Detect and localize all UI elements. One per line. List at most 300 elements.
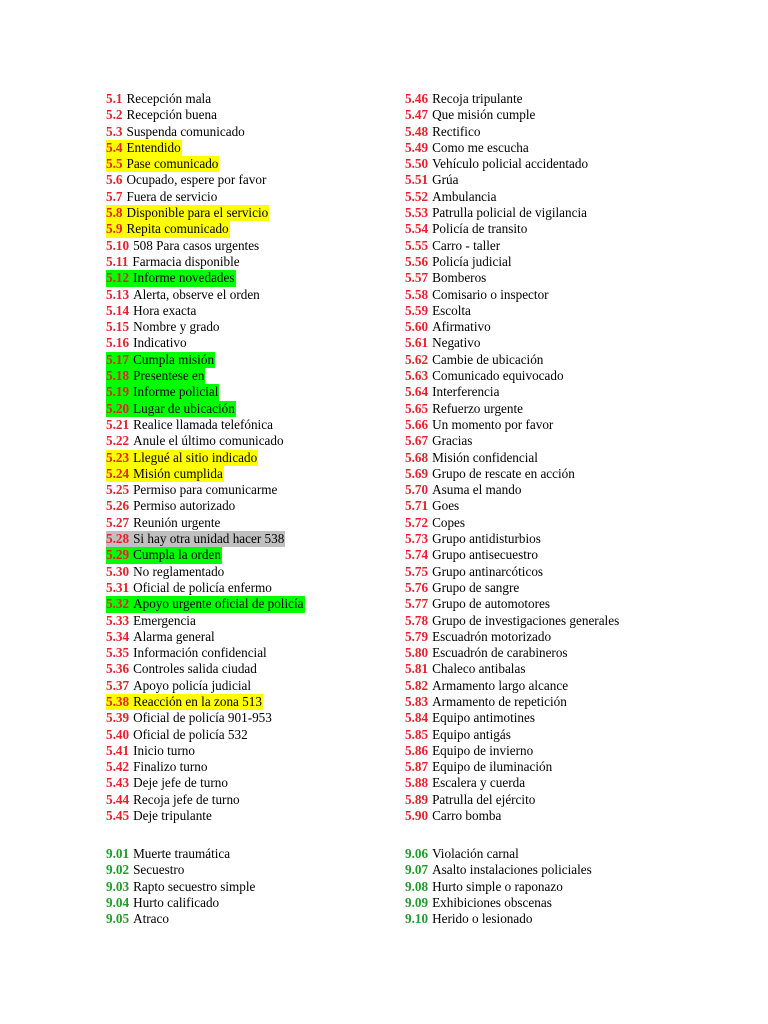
code-number: 9.09 — [405, 894, 429, 910]
code-row — [106, 661, 305, 677]
code-meaning: Informe policial — [133, 384, 219, 400]
code-number: 9.07 — [405, 862, 429, 878]
code-row — [106, 879, 256, 895]
code-row — [106, 629, 305, 645]
code-number: 5.10 — [106, 237, 130, 253]
code-meaning: Recoja tripulante — [432, 91, 523, 106]
code-entry — [405, 368, 565, 384]
code-number: 5.47 — [405, 107, 429, 123]
code-meaning: Equipo antigás — [432, 726, 511, 742]
code-row — [405, 808, 620, 824]
code-row — [106, 287, 305, 303]
code-number: 5.39 — [106, 710, 130, 726]
code-row — [405, 450, 620, 466]
code-entry — [405, 433, 473, 449]
code-meaning: Apoyo urgente oficial de policía — [133, 596, 304, 612]
code-meaning: Alerta, observe el orden — [133, 286, 260, 302]
code-row — [405, 596, 620, 612]
code-meaning: Lugar de ubicación — [133, 400, 235, 416]
code-number: 5.90 — [405, 808, 429, 824]
code-row — [405, 335, 620, 351]
code-row — [106, 911, 256, 927]
code-entry — [106, 613, 197, 629]
code-number: 5.32 — [106, 596, 130, 612]
code-meaning: Como me escucha — [432, 139, 529, 155]
highlight-yellow — [106, 466, 224, 482]
code-entry — [106, 727, 249, 743]
code-number: 5.30 — [106, 563, 130, 579]
code-meaning: Cumpla la orden — [133, 547, 221, 563]
code-number: 5.23 — [106, 449, 130, 465]
code-meaning: Repita comunicado — [126, 221, 229, 237]
code-row — [405, 270, 620, 286]
code-meaning: Cumpla misión — [133, 351, 215, 367]
code-meaning: Permiso autorizado — [133, 498, 236, 514]
code-number: 5.22 — [106, 433, 130, 449]
code-entry — [106, 124, 246, 140]
code-meaning: Grupo de sangre — [432, 579, 520, 595]
code-meaning: Equipo de invierno — [432, 742, 534, 758]
code-number: 5.42 — [106, 759, 130, 775]
code-number: 5.68 — [405, 449, 429, 465]
code-entry — [106, 661, 258, 677]
code-meaning: Carro bomba — [432, 808, 502, 824]
code-meaning: No reglamentado — [133, 563, 225, 579]
code-row — [106, 694, 305, 710]
code-meaning: Farmacia disponible — [132, 253, 240, 269]
code-number: 5.37 — [106, 677, 130, 693]
code-row — [405, 303, 620, 319]
code-number: 5.4 — [106, 139, 123, 155]
code-row — [405, 564, 620, 580]
code-row — [405, 221, 620, 237]
code-row — [106, 759, 305, 775]
code-row — [106, 895, 256, 911]
code-meaning: Patrulla policial de vigilancia — [432, 205, 587, 221]
highlight-yellow — [106, 205, 269, 221]
code-row — [405, 862, 593, 878]
code-row — [405, 172, 620, 188]
code-row — [106, 727, 305, 743]
code-meaning: Asuma el mando — [432, 482, 522, 498]
code-row — [405, 661, 620, 677]
code-number: 5.55 — [405, 237, 429, 253]
code-entry — [405, 743, 534, 759]
code-number: 5.54 — [405, 221, 429, 237]
code-meaning: Oficial de policía 532 — [133, 726, 248, 742]
code-meaning: Atraco — [133, 911, 169, 927]
code-entry — [405, 547, 539, 563]
code-row — [405, 792, 620, 808]
code-number: 9.10 — [405, 911, 429, 927]
code-row — [405, 384, 620, 400]
code-number: 5.27 — [106, 514, 130, 530]
code-entry — [106, 91, 212, 107]
code-row — [106, 515, 305, 531]
code-entry — [106, 775, 229, 791]
highlight-green — [106, 547, 222, 563]
code-entry — [106, 911, 170, 927]
code-row — [106, 466, 305, 482]
code-number: 9.03 — [106, 878, 130, 894]
codes-9-list-left — [106, 846, 256, 927]
code-meaning: Grupo antidisturbios — [432, 531, 541, 547]
code-entry — [405, 580, 520, 596]
code-number: 5.24 — [106, 465, 130, 481]
code-number: 5.85 — [405, 726, 429, 742]
code-meaning: Controles salida ciudad — [133, 661, 257, 677]
code-entry — [405, 417, 554, 433]
code-row — [405, 466, 620, 482]
code-row — [106, 368, 305, 384]
code-number: 5.63 — [405, 368, 429, 384]
code-number: 5.62 — [405, 351, 429, 367]
code-meaning: Entendido — [126, 139, 181, 155]
code-row — [106, 808, 305, 824]
code-number: 5.2 — [106, 107, 123, 123]
code-meaning: Muerte traumática — [133, 846, 231, 861]
code-number: 9.02 — [106, 862, 130, 878]
code-row — [106, 846, 256, 862]
code-row — [405, 515, 620, 531]
code-row — [106, 531, 305, 547]
code-entry — [106, 287, 261, 303]
code-row — [405, 531, 620, 547]
code-meaning: Recepción mala — [126, 91, 212, 106]
code-row — [405, 287, 620, 303]
code-row — [106, 189, 305, 205]
code-number: 9.01 — [106, 846, 130, 861]
code-number: 5.29 — [106, 547, 130, 563]
code-entry — [106, 335, 188, 351]
code-row — [106, 596, 305, 612]
code-meaning: Rectifico — [432, 123, 481, 139]
code-row — [106, 645, 305, 661]
code-row — [106, 319, 305, 335]
code-row — [106, 710, 305, 726]
code-entry — [405, 629, 552, 645]
code-number: 5.45 — [106, 808, 130, 824]
code-entry — [106, 645, 268, 661]
code-number: 5.6 — [106, 172, 123, 188]
code-number: 5.12 — [106, 270, 130, 286]
code-meaning: Fuera de servicio — [126, 188, 218, 204]
code-meaning: Grupo de investigaciones generales — [432, 612, 620, 628]
code-entry — [405, 846, 520, 862]
code-entry — [106, 792, 241, 808]
code-entry — [405, 911, 533, 927]
code-row — [405, 156, 620, 172]
code-entry — [405, 710, 536, 726]
code-meaning: Comunicado equivocado — [432, 368, 564, 384]
codes-9-list-right — [405, 846, 593, 927]
code-number: 5.53 — [405, 205, 429, 221]
code-entry — [405, 895, 553, 911]
code-number: 5.49 — [405, 139, 429, 155]
code-number: 5.11 — [106, 253, 129, 269]
code-meaning: Suspenda comunicado — [126, 123, 245, 139]
code-row — [106, 221, 305, 237]
code-row — [106, 792, 305, 808]
code-row — [106, 91, 305, 107]
code-row — [106, 254, 305, 270]
code-meaning: Inicio turno — [133, 742, 195, 758]
code-number: 5.59 — [405, 302, 429, 318]
code-entry — [405, 613, 620, 629]
code-entry — [405, 862, 593, 878]
code-meaning: Armamento largo alcance — [432, 677, 569, 693]
code-number: 5.26 — [106, 498, 130, 514]
highlight-green — [106, 384, 219, 400]
code-number: 5.34 — [106, 628, 130, 644]
code-row — [106, 433, 305, 449]
code-meaning: Bomberos — [432, 270, 487, 286]
code-meaning: Emergencia — [133, 612, 196, 628]
code-meaning: Negativo — [432, 335, 481, 351]
code-meaning: Armamento de repetición — [432, 693, 567, 709]
code-meaning: Reunión urgente — [133, 514, 221, 530]
code-meaning: Misión confidencial — [432, 449, 538, 465]
code-number: 5.87 — [405, 759, 429, 775]
code-meaning: Pase comunicado — [126, 156, 219, 172]
code-meaning: Alarma general — [133, 628, 215, 644]
code-number: 5.78 — [405, 612, 429, 628]
code-entry — [106, 254, 241, 270]
code-entry — [405, 661, 526, 677]
code-row — [405, 727, 620, 743]
code-meaning: Realice llamada telefónica — [133, 416, 273, 432]
code-meaning: Exhibiciones obscenas — [432, 894, 552, 910]
code-entry — [405, 124, 481, 140]
code-meaning: Ocupado, espere por favor — [126, 172, 267, 188]
code-number: 5.84 — [405, 710, 429, 726]
code-row — [405, 911, 593, 927]
code-entry — [106, 895, 220, 911]
code-entry — [405, 564, 544, 580]
code-row — [106, 417, 305, 433]
code-number: 5.28 — [106, 531, 130, 547]
code-meaning: Policía judicial — [432, 253, 512, 269]
code-meaning: Finalizo turno — [133, 759, 208, 775]
code-meaning: Nombre y grado — [133, 319, 220, 335]
code-number: 5.61 — [405, 335, 429, 351]
code-row — [106, 172, 305, 188]
code-row — [106, 564, 305, 580]
code-meaning: Un momento por favor — [432, 416, 554, 432]
code-meaning: Goes — [432, 498, 460, 514]
code-entry — [405, 879, 564, 895]
code-meaning: Indicativo — [133, 335, 187, 351]
code-entry — [405, 645, 569, 661]
code-entry — [106, 759, 208, 775]
code-entry — [405, 775, 526, 791]
code-meaning: Violación carnal — [432, 846, 519, 861]
code-number: 5.66 — [405, 416, 429, 432]
highlight-green — [106, 401, 236, 417]
code-number: 5.52 — [405, 188, 429, 204]
code-entry — [106, 678, 252, 694]
code-number: 5.82 — [405, 677, 429, 693]
code-row — [405, 613, 620, 629]
code-number: 5.35 — [106, 645, 130, 661]
code-meaning: Llegué al sitio indicado — [133, 449, 258, 465]
code-meaning: Vehículo policial accidentado — [432, 156, 589, 172]
code-meaning: Apoyo policía judicial — [133, 677, 252, 693]
code-number: 5.46 — [405, 91, 429, 106]
code-number: 5.44 — [106, 791, 130, 807]
code-meaning: Rapto secuestro simple — [133, 878, 256, 894]
code-number: 5.83 — [405, 693, 429, 709]
code-row — [405, 895, 593, 911]
code-entry — [106, 189, 218, 205]
code-entry — [106, 433, 285, 449]
code-number: 5.76 — [405, 579, 429, 595]
code-number: 5.80 — [405, 645, 429, 661]
code-entry — [405, 384, 500, 400]
code-entry — [106, 303, 197, 319]
code-row — [405, 417, 620, 433]
code-entry — [405, 107, 536, 123]
code-meaning: Hurto calificado — [133, 894, 220, 910]
code-meaning: Grupo de rescate en acción — [432, 465, 575, 481]
highlight-yellow — [106, 140, 182, 156]
code-entry — [405, 678, 569, 694]
code-meaning: Información confidencial — [133, 645, 267, 661]
code-entry — [405, 156, 589, 172]
code-entry — [405, 303, 472, 319]
code-entry — [405, 482, 522, 498]
code-row — [106, 384, 305, 400]
highlight-gray — [106, 531, 285, 547]
code-meaning: Patrulla del ejército — [432, 791, 536, 807]
highlight-green — [106, 352, 215, 368]
code-meaning: Recepción buena — [126, 107, 217, 123]
code-entry — [106, 515, 221, 531]
code-number: 5.71 — [405, 498, 429, 514]
code-entry — [405, 319, 492, 335]
code-meaning: Herido o lesionado — [432, 911, 533, 927]
code-meaning: Escuadrón motorizado — [432, 628, 552, 644]
code-meaning: Carro - taller — [432, 237, 501, 253]
code-row — [106, 401, 305, 417]
code-entry — [106, 319, 221, 335]
code-meaning: Misión cumplida — [133, 465, 223, 481]
code-number: 5.86 — [405, 742, 429, 758]
code-entry — [405, 808, 502, 824]
code-entry — [405, 759, 553, 775]
code-number: 5.74 — [405, 547, 429, 563]
code-meaning: Equipo antimotines — [432, 710, 536, 726]
code-row — [106, 238, 305, 254]
highlight-yellow — [106, 450, 258, 466]
code-row — [106, 743, 305, 759]
code-entry — [405, 335, 481, 351]
code-number: 5.9 — [106, 221, 123, 237]
code-row — [106, 140, 305, 156]
code-number: 5.75 — [405, 563, 429, 579]
code-row — [405, 238, 620, 254]
code-meaning: Oficial de policía enfermo — [133, 579, 272, 595]
code-entry — [405, 270, 487, 286]
code-row — [405, 879, 593, 895]
code-entry — [106, 564, 225, 580]
highlight-yellow — [106, 156, 219, 172]
code-entry — [405, 254, 513, 270]
code-number: 5.77 — [405, 596, 429, 612]
code-entry — [106, 862, 185, 878]
highlight-green — [106, 368, 205, 384]
code-row — [405, 254, 620, 270]
code-number: 5.79 — [405, 628, 429, 644]
code-meaning: Policía de transito — [432, 221, 528, 237]
code-number: 9.06 — [405, 846, 429, 861]
code-meaning: Informe novedades — [133, 270, 235, 286]
code-meaning: Interferencia — [432, 384, 500, 400]
code-meaning: Reacción en la zona 513 — [133, 693, 262, 709]
code-number: 5.50 — [405, 156, 429, 172]
code-row — [106, 678, 305, 694]
code-row — [405, 743, 620, 759]
code-meaning: Hora exacta — [133, 302, 197, 318]
code-row — [106, 270, 305, 286]
code-row — [405, 775, 620, 791]
code-meaning: Grupo antinarcóticos — [432, 563, 544, 579]
code-row — [405, 846, 593, 862]
code-number: 5.31 — [106, 579, 130, 595]
code-meaning: Secuestro — [133, 862, 185, 878]
code-meaning: Si hay otra unidad hacer 538 — [133, 531, 285, 547]
code-number: 5.17 — [106, 351, 130, 367]
code-row — [405, 91, 620, 107]
code-row — [106, 498, 305, 514]
code-meaning: Deje jefe de turno — [133, 775, 228, 791]
code-row — [405, 645, 620, 661]
code-number: 5.48 — [405, 123, 429, 139]
code-row — [405, 140, 620, 156]
code-entry — [405, 515, 466, 531]
code-meaning: Recoja jefe de turno — [133, 791, 240, 807]
code-number: 5.25 — [106, 482, 130, 498]
code-meaning: Que misión cumple — [432, 107, 536, 123]
code-entry — [405, 498, 460, 514]
code-entry — [405, 205, 588, 221]
code-number: 5.16 — [106, 335, 130, 351]
code-row — [405, 678, 620, 694]
code-row — [405, 124, 620, 140]
code-number: 5.72 — [405, 514, 429, 530]
code-number: 9.04 — [106, 894, 130, 910]
code-number: 5.36 — [106, 661, 130, 677]
code-number: 5.67 — [405, 433, 429, 449]
code-row — [405, 107, 620, 123]
code-entry — [106, 846, 231, 862]
code-number: 5.41 — [106, 742, 130, 758]
code-number: 5.33 — [106, 612, 130, 628]
code-meaning: Asalto instalaciones policiales — [432, 862, 592, 878]
code-number: 5.40 — [106, 726, 130, 742]
code-entry — [106, 107, 218, 123]
code-meaning: Escalera y cuerda — [432, 775, 526, 791]
code-meaning: Afirmativo — [432, 319, 491, 335]
code-number: 5.43 — [106, 775, 130, 791]
code-row — [106, 547, 305, 563]
code-entry — [405, 91, 524, 107]
code-number: 5.51 — [405, 172, 429, 188]
code-number: 5.8 — [106, 205, 123, 221]
code-row — [405, 433, 620, 449]
code-row — [405, 710, 620, 726]
code-entry — [106, 172, 267, 188]
